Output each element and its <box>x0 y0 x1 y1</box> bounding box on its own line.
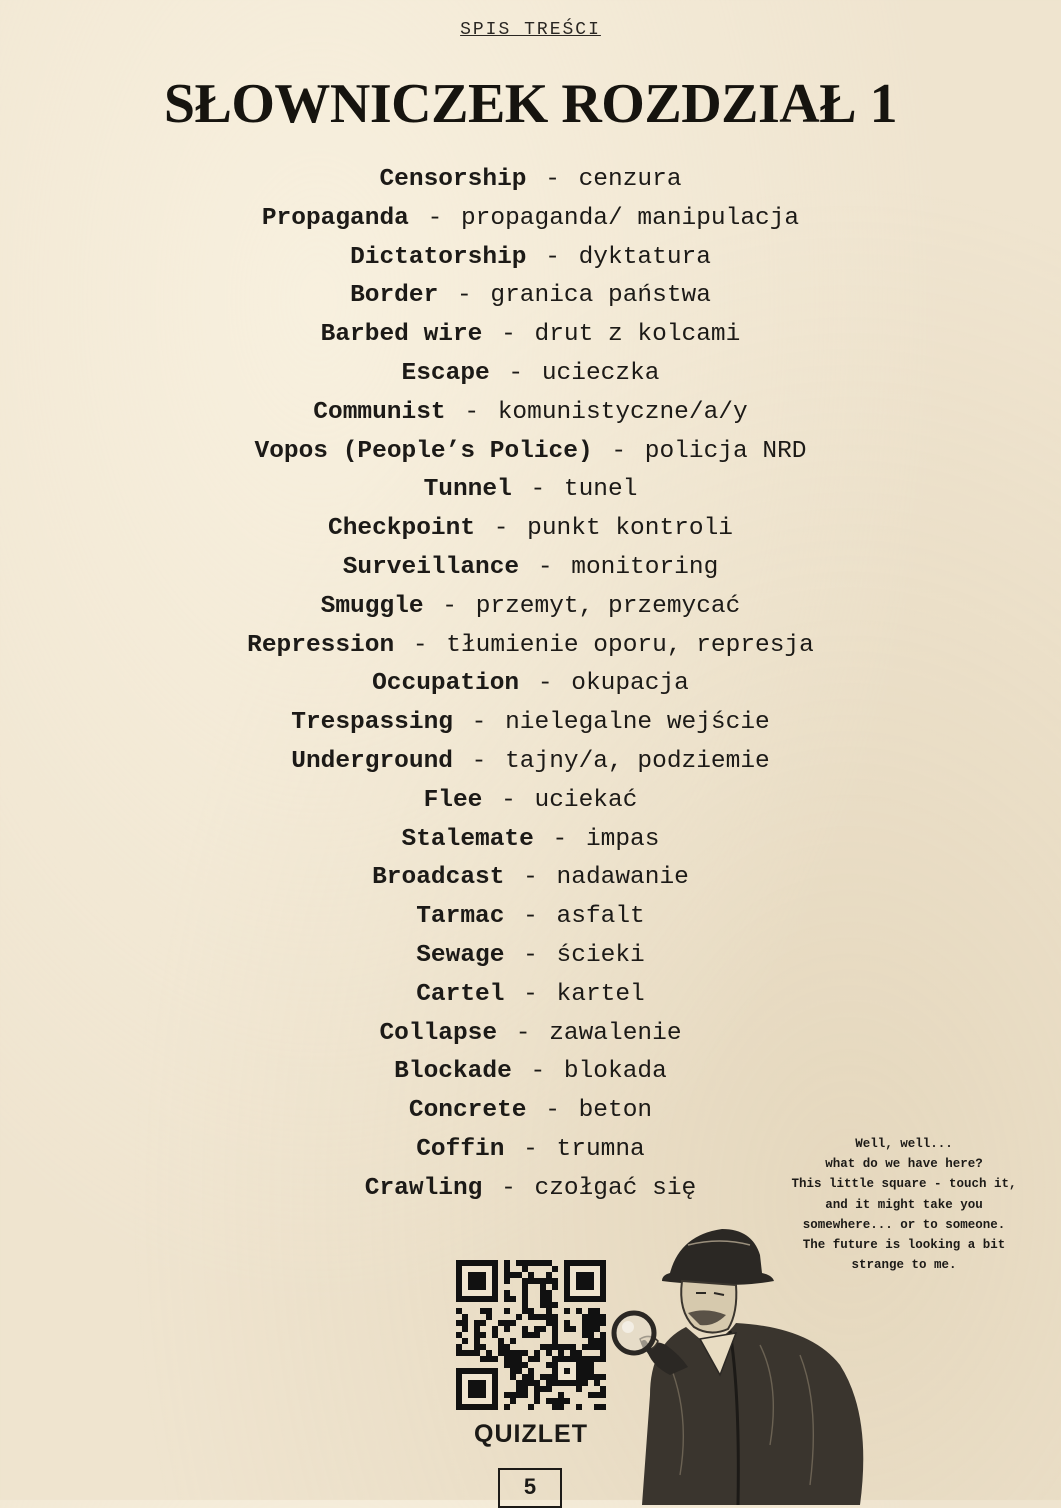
glossary-separator: - <box>456 747 502 775</box>
glossary-translation: dyktatura <box>578 243 711 271</box>
glossary-separator: - <box>596 437 641 465</box>
glossary-term: Dictatorship <box>350 243 527 271</box>
glossary-list <box>0 161 1061 1209</box>
glossary-translation: przemyt, przemycać <box>475 592 741 620</box>
glossary-separator: - <box>515 476 560 504</box>
glossary-translation: asfalt <box>556 903 645 931</box>
glossary-term: Escape <box>401 359 490 387</box>
glossary-translation: propaganda/ manipulacja <box>460 204 800 232</box>
speech-line: somewhere... or to someone. <box>802 1217 1006 1232</box>
glossary-separator: - <box>537 825 582 853</box>
glossary-term: Smuggle <box>320 592 424 620</box>
glossary-separator: - <box>479 515 524 543</box>
speech-line: and it might take you <box>825 1197 983 1212</box>
glossary-term: Tunnel <box>423 476 512 504</box>
glossary-translation: granica państwa <box>490 282 711 310</box>
glossary-translation: beton <box>578 1097 653 1125</box>
glossary-separator: - <box>530 166 575 193</box>
glossary-entry <box>0 898 1061 937</box>
detective-with-magnifying-glass-icon <box>610 1215 890 1505</box>
glossary-separator: - <box>523 553 568 581</box>
speech-line: what do we have here? <box>825 1157 983 1172</box>
speech-line: strange to me. <box>851 1258 957 1273</box>
glossary-separator: - <box>508 903 553 931</box>
glossary-term: Concrete <box>408 1097 527 1125</box>
speech-line: The future is looking a bit <box>802 1238 1006 1253</box>
glossary-separator: - <box>486 1174 531 1202</box>
glossary-separator: - <box>515 1058 560 1086</box>
glossary-separator: - <box>486 321 531 349</box>
glossary-separator: - <box>456 709 502 737</box>
glossary-separator: - <box>508 980 553 1008</box>
glossary-entry <box>0 1015 1061 1054</box>
glossary-term: Surveillance <box>342 553 520 581</box>
glossary-entry <box>0 782 1061 821</box>
glossary-entry <box>0 821 1061 860</box>
glossary-term: Trespassing <box>291 709 453 737</box>
glossary-translation: nadawanie <box>556 864 689 892</box>
glossary-translation: punkt kontroli <box>527 515 733 543</box>
glossary-term: Checkpoint <box>328 515 476 543</box>
glossary-entry <box>0 433 1061 472</box>
glossary-entry <box>0 510 1061 549</box>
glossary-entry <box>0 665 1061 704</box>
qr-label: QUIZLET <box>474 1420 588 1448</box>
glossary-entry <box>0 394 1061 433</box>
glossary-entry <box>0 549 1061 588</box>
glossary-term: Repression <box>247 631 395 659</box>
glossary-entry <box>0 743 1061 782</box>
glossary-term: Blockade <box>394 1058 512 1086</box>
glossary-entry <box>0 471 1061 510</box>
glossary-separator: - <box>530 243 575 271</box>
glossary-entry <box>0 976 1061 1015</box>
glossary-separator: - <box>427 592 472 620</box>
glossary-term: Barbed wire <box>320 321 483 349</box>
glossary-entry <box>0 588 1061 627</box>
glossary-separator: - <box>486 786 531 814</box>
glossary-term: Border <box>350 282 439 310</box>
glossary-term: Cartel <box>416 980 505 1008</box>
glossary-translation: policja NRD <box>644 437 807 465</box>
glossary-term: Underground <box>291 747 453 775</box>
glossary-translation: blokada <box>563 1058 667 1086</box>
glossary-separator: - <box>449 398 494 426</box>
glossary-translation: zawalenie <box>549 1019 682 1047</box>
glossary-term: Tarmac <box>416 903 505 931</box>
glossary-entry <box>0 627 1061 666</box>
glossary-translation: tłumienie oporu, represja <box>446 631 814 659</box>
glossary-entry <box>0 704 1061 743</box>
glossary-term: Crawling <box>364 1174 483 1202</box>
glossary-separator: - <box>508 864 553 892</box>
glossary-translation: drut z kolcami <box>534 321 741 349</box>
page-title: SŁOWNICZEK ROZDZIAŁ 1 <box>163 73 898 135</box>
glossary-entry <box>0 1092 1061 1131</box>
glossary-term: Sewage <box>416 941 505 969</box>
speech-line: Well, well... <box>855 1137 953 1151</box>
glossary-translation: tajny/a, podziemie <box>505 747 770 775</box>
glossary-term: Collapse <box>379 1019 498 1047</box>
glossary-term: Flee <box>423 786 483 814</box>
glossary-term: Coffin <box>416 1135 505 1163</box>
glossary-entry <box>0 200 1061 239</box>
glossary-separator: - <box>442 282 487 310</box>
glossary-separator: - <box>493 359 538 387</box>
glossary-term: Occupation <box>372 670 520 698</box>
glossary-translation: ścieki <box>556 941 645 969</box>
glossary-separator: - <box>523 670 568 698</box>
glossary-translation: czołgać się <box>534 1174 697 1202</box>
glossary-translation: komunistyczne/a/y <box>497 398 748 426</box>
glossary-translation: ucieczka <box>541 359 660 387</box>
glossary-term: Broadcast <box>372 864 505 892</box>
qr-code-icon[interactable] <box>456 1260 606 1410</box>
speech-line: This little square - touch it, <box>791 1177 1017 1192</box>
glossary-translation: cenzura <box>578 166 682 193</box>
glossary-entry <box>0 161 1061 200</box>
glossary-translation: nielegalne wejście <box>505 709 770 737</box>
glossary-translation: uciekać <box>534 786 638 814</box>
glossary-entry <box>0 1053 1061 1092</box>
glossary-term: Propaganda <box>261 204 409 232</box>
glossary-separator: - <box>398 631 443 659</box>
glossary-term: Stalemate <box>401 825 534 853</box>
page-number: 5 <box>498 1468 562 1508</box>
glossary-entry <box>0 277 1061 316</box>
glossary-separator: - <box>530 1097 575 1125</box>
glossary-entry <box>0 937 1061 976</box>
glossary-translation: okupacja <box>571 670 689 698</box>
glossary-translation: kartel <box>556 980 645 1008</box>
glossary-entry <box>0 316 1061 355</box>
glossary-entry <box>0 239 1061 278</box>
glossary-separator: - <box>508 941 553 969</box>
glossary-translation: tunel <box>563 476 638 504</box>
glossary-entry <box>0 859 1061 898</box>
glossary-translation: impas <box>585 825 660 853</box>
glossary-separator: - <box>412 204 457 232</box>
glossary-term: Censorship <box>379 166 527 193</box>
glossary-term: Vopos (People’s Police) <box>254 437 593 465</box>
glossary-translation: monitoring <box>571 553 719 581</box>
glossary-entry <box>0 355 1061 394</box>
glossary-separator: - <box>501 1019 546 1047</box>
glossary-translation: trumna <box>556 1135 645 1163</box>
glossary-separator: - <box>508 1135 553 1163</box>
toc-link[interactable]: SPIS TREŚCI <box>460 20 601 40</box>
glossary-term: Communist <box>313 398 446 426</box>
